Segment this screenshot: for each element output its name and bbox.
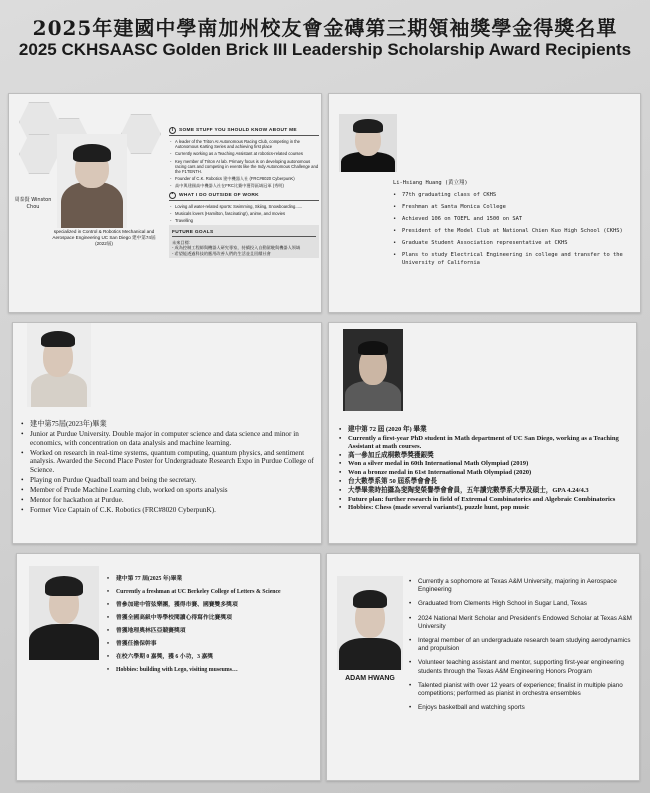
info-icon: i (169, 127, 176, 134)
recipient-photo (339, 114, 397, 172)
list-item: - Musicals lovers (Hamilton, fascinating!), anime, and movies (169, 211, 319, 216)
star-icon: * (169, 192, 176, 199)
list-item: • Hobbies: building with Lego, visiting museums… (107, 667, 317, 674)
list-item: • Volunteer teaching assistant and mentor, supporting first-year engineering students through the Texas A&M Engineering Honors Program (409, 659, 635, 675)
list-item: • Currently a first-year PhD student in Math department of UC San Diego, working as a Teaching Assistant at math courses. (339, 435, 635, 451)
list-item: • 曾獲任擔保幹事 (107, 641, 317, 648)
list-item: • Graduated from Clements High School in Sugar Land, Texas (409, 600, 635, 608)
list-item: - Currently working as a Teaching Assistant at robotics-related courses (169, 151, 319, 156)
list-item: - 高中與建國高中機器人社在FRC比賽中獲得區域冠軍 (秀明) (169, 183, 319, 188)
list-item: • Won a bronze medal in 61st International Math Olympiad (2020) (339, 469, 635, 477)
goal-line: 未來目標： (172, 240, 193, 246)
recipient-card-5 (16, 553, 321, 781)
future-goals-box (169, 225, 319, 258)
list-item: • President of the Model Club at National Chien Kuo High School (CKHS) (393, 227, 637, 235)
list-item: • Freshman at Santa Monica College (393, 203, 637, 211)
list-item: • 77th graduating class of CKHS (393, 191, 637, 199)
recipient-photo (337, 576, 403, 670)
list-item: • 大學畢業時拍攝為斐陶斐榮譽學會會員，五年讀完數學系大學及碩士，GPA 4.24/4.3 (339, 487, 635, 495)
section-heading: i SOME STUFF YOU SHOULD KNOW ABOUT ME (169, 127, 319, 136)
recipient-name: 周泰賢 Winston Chou (14, 197, 52, 210)
list-item: • Currently a freshman at UC Berkeley College of Letters & Science (107, 589, 317, 596)
recipient-photo (27, 323, 91, 407)
list-item: • 在校六學期 0 嘉獎，獲 6 小功，3 嘉獎 (107, 654, 317, 661)
list-item: • Mentor for hackathon at Purdue. (21, 496, 319, 505)
list-item: • Junior at Purdue University. Double major in computer science and data science and minor in economics, with concentration on data analysis and machine learning. (21, 430, 319, 447)
list-item: - A leader of the Triton AI Autonomous Racing Club, competing in the Autonomous Karting Series and achieving first place (169, 139, 319, 149)
achievement-list (107, 576, 317, 680)
page-title-english: 2025 CKHSAASC Golden Brick III Leadership Scholarship Award Recipients (18, 40, 632, 59)
goal-line: - 成為控制工程師與機器人研究專家，持續投入自動駕駛與機器人領域 (172, 245, 301, 251)
list-item: • 高一參加丘成桐數學獎獲銀獎 (339, 452, 635, 460)
recipient-card-1 (8, 93, 322, 313)
recipient-card-6 (326, 553, 640, 781)
list-item: • 建中第 72 屆 (2020 年) 畢業 (339, 426, 635, 434)
achievement-list (393, 191, 637, 271)
list-item: • 曾獲地理奧林匹亞競賽獎項 (107, 628, 317, 635)
list-item: • Plans to study Electrical Engineering in college and transfer to the University of California (393, 251, 637, 267)
list-item: • Playing on Purdue Quadball team and being the secretary. (21, 476, 319, 485)
hexagon-decoration (121, 114, 161, 154)
list-item: - Founder of C.K. Robotics 建中機器人社 (FRC#8020 CyberpunK) (169, 176, 319, 181)
list-item: • 建中第 77 屆(2025 年)畢業 (107, 576, 317, 583)
list-item: • 台大數學系第 50 屆系學會會長 (339, 478, 635, 486)
recipient-photo (57, 134, 127, 228)
recipient-photo (29, 566, 99, 660)
profile-sections (169, 124, 319, 258)
list-item: • 曾參加建中管弦樂團，獲得市賽、國賽雙多獎項 (107, 602, 317, 609)
list-item: • Former Vice Captain of C.K. Robotics (FRC#8020 CyberpunK). (21, 506, 319, 515)
list-item: - Travelling (169, 218, 319, 223)
list-item: - Key member of Triton AI lab. Primary focus is on developing autonomous racing cars and competing in events like the Indy Autonomous Challenge and the F1TENTH. (169, 159, 319, 175)
achievement-list (21, 420, 319, 516)
recipient-name: ADAM HWANG (345, 675, 395, 682)
list-item: • 2024 National Merit Scholar and President's Endowed Scholar at Texas A&M University (409, 615, 635, 631)
recipient-card-4 (328, 322, 637, 544)
recipient-card-2 (328, 93, 641, 313)
list-item: • Achieved 106 on TOEFL and 1500 on SAT (393, 215, 637, 223)
achievement-list (339, 426, 635, 513)
goal-line: - 希望能透過科技的應用改善人們的生活並且回饋社會 (172, 250, 271, 256)
section-heading: FUTURE GOALS (172, 230, 316, 237)
section-heading: * WHAT I DO OUTSIDE OF WORK (169, 192, 319, 201)
list-item: • Future plan: further research in field of Extremal Combinatorics and Algebraic Combinatorics (339, 496, 635, 504)
list-item: • Graduate Student Association representative at CKHS (393, 239, 637, 247)
list-item: • 建中第75屆(2023年)畢業 (21, 420, 319, 429)
list-item: • Member of Prude Machine Learning club, worked on sports analysis (21, 486, 319, 495)
list-item: - Loving all water-related sports: Swimming, Skiing, Snowboarding...... (169, 204, 319, 209)
list-item: • Currently a sophomore at Texas A&M University, majoring in Aerospace Engineering (409, 578, 635, 594)
list-item: • Won a silver medal in 60th International Math Olympiad (2019) (339, 460, 635, 468)
recipient-card-3 (12, 322, 322, 544)
list-item: • 曾獲全國高級中等學校閱讀心得寫作比賽獎項 (107, 615, 317, 622)
list-item: • Worked on research in real-time systems, quantum computing, quantum physics, and sentiment analysis. Awarded the Second Place Poster for Undergraduate Research Expo in Purdue College of Science. (21, 449, 319, 475)
page-title-chinese: 2025年建國中學南加州校友會金磚第三期領袖獎學金得獎名單 (32, 16, 618, 40)
list-item: • Talented pianist with over 12 years of experience; finalist in multiple piano competitions; performed as pianist in orchestra ensembles (409, 682, 635, 698)
list-item: • Integral member of an undergraduate research team studying aerodynamics and propulsion (409, 637, 635, 653)
recipient-photo (343, 329, 403, 411)
list-item: • Hobbies: Chess (made several variants!), puzzle hunt, pop music (339, 504, 635, 512)
list-item: • Enjoys basketball and watching sports (409, 704, 635, 712)
recipient-specialization: specialized in Control & Robotics Mechanical and Aerospace Engineering UC San Diego 建中第74屆 (2022屆) (52, 229, 156, 246)
recipient-name: Li-Hsiang Huang (黃立翔) (393, 180, 468, 186)
achievement-list (409, 578, 635, 718)
